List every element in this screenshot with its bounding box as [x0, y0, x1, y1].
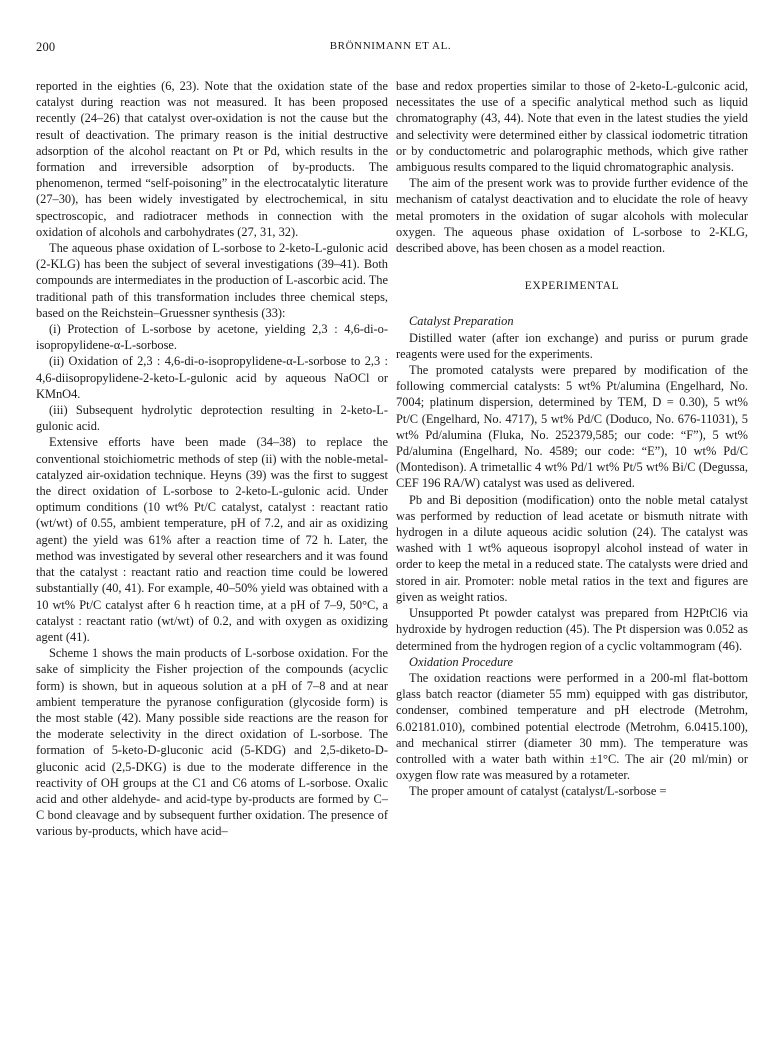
- subsection-heading: Catalyst Preparation: [409, 314, 514, 329]
- right-column: [396, 78, 748, 800]
- paragraph: The aim of the present work was to provide further evidence of the mechanism of catalyst deactivation and to elucidate the role of heavy metal promoters in the oxidation of sugar alcohols with molecular oxygen. The aqueous phase oxidation of L-sorbose to 2-KLG, described above, has been chosen as a model reaction.: [396, 176, 748, 256]
- paragraph: (ii) Oxidation of 2,3 : 4,6-di-o-isopropylidene-α-L-sorbose to 2,3 : 4,6-diisopropylidene-2-keto-L-gulonic acid by aqueous NaOCl or KMnO4.: [36, 354, 388, 401]
- paragraph: base and redox properties similar to those of 2-keto-L-gulconic acid, necessitates the use of a specific analytical method such as liquid chromatography (43, 44). Note that even in the latest studies the yield and selectivity were determined either by classical iodometric titration or by conductometric and polarographic methods, which give rather ambiguous results compared to the liquid chromatographic analysis.: [396, 79, 748, 175]
- paragraph: Scheme 1 shows the main products of L-sorbose oxidation. For the sake of simplicity the Fisher projection of the compounds (acyclic form) is shown, but in aqueous solution at a pH of 7–8 and at near ambient temperature the pyranose configuration (glycoside form) is the most stable (42). Many possible side reactions are the reason for the moderate selectivity in the direct oxidation of L-sorbose. The formation of 5-keto-D-gluconic acid (5-KDG) and 2,5-diketo-D-gluconic acid (2,5-DKG) is due to the moderate difference in the reactivity of OH groups at the C1 and C6 atoms of L-sorbose. Oxalic acid and other aldehyde- and acid-type by-products are formed by C–C bond cleavage and by subsequent further oxidation. The presence of various by-products, which have acid–: [36, 646, 388, 839]
- paragraph: The oxidation reactions were performed in a 200-ml flat-bottom glass batch reactor (diameter 55 mm) equipped with gas distributor, condenser, combined temperature and pH electrode (Metrohm, 6.02181.010), combined potential electrode (Metrohm, 6.0415.100), and mechanical stirrer (diameter 30 mm). The temperature was controlled with a water bath within ±1°C. The air (20 ml/min) or oxygen flow rate was measured by a rotameter.: [396, 670, 748, 783]
- running-head: BRÖNNIMANN ET AL.: [329, 40, 452, 52]
- paragraph: (i) Protection of L-sorbose by acetone, yielding 2,3 : 4,6-di-o-isopropylidene-α-L-sorbose.: [36, 322, 388, 353]
- paragraph: (iii) Subsequent hydrolytic deprotection resulting in 2-keto-L-gulonic acid.: [36, 403, 388, 434]
- page-number: 200: [36, 40, 56, 54]
- paragraph: Distilled water (after ion exchange) and puriss or purum grade reagents were used for the experiments.: [396, 330, 748, 361]
- subsection-heading: Oxidation Procedure: [409, 654, 514, 669]
- page-header: [36, 40, 745, 60]
- paragraph: The aqueous phase oxidation of L-sorbose to 2-keto-L-gulonic acid (2-KLG) has been the subject of several investigations (39–41). Both compounds are intermediates in the production of L-ascorbic acid. The traditional path of this transformation includes three chemical steps, based on the Reichstein–Gruessner synthesis (33):: [36, 241, 388, 320]
- section-heading: EXPERIMENTAL: [524, 280, 620, 293]
- paragraph: Unsupported Pt powder catalyst was prepared from H2PtCl6 via hydroxide by hydrogen reduction (45). The Pt dispersion was 0.052 as determined from the hydrogen region of a cyclic voltammogram (46).: [396, 606, 748, 653]
- paragraph: reported in the eighties (6, 23). Note that the oxidation state of the catalyst during reaction was not measured. It has been proposed recently (24–26) that catalyst over-oxidation is not the cause but the result of deactivation. The primary reason is the initial destructive adsorption of the alcohol reactant on Pt or Pd, which results in the formation and irreversible adsorption of by-products. The phenomenon, termed “self-poisoning” in the electrocatalytic literature (27–30), has been widely investigated by electrochemical, in situ spectroscopic, and radiotracer methods in connection with the oxidation of alcohols and carbohydrates (27, 31, 32).: [36, 79, 388, 239]
- paragraph: The promoted catalysts were prepared by modification of the following commercial catalysts: 5 wt% Pt/alumina (Engelhard, No. 7004; platinum dispersion, determined by TEM, D = 0.30), 5 wt% Pt/C (Engelhard, No. 4717), 5 wt% Pd/C (Doduco, No. 676-11031), 5 wt% Pd/alumina (Fluka, No. 252379,585; our code: “F”), 5 wt% Pd/alumina (Engelhard, No. 4589; our code: “E”), 10 wt% Pd/C (Montedison). A trimetallic 4 wt% Pd/1 wt% Pt/5 wt% Bi/C (Degussa, CEF 196 RA/W) catalyst was used as delivered.: [396, 363, 748, 491]
- paragraph: Pb and Bi deposition (modification) onto the noble metal catalyst was performed by reduction of lead acetate or bismuth nitrate with hydrogen in a dilute aqueous acidic solution (24). The catalyst was washed with 1 wt% aqueous isopropyl alcohol instead of water in order to keep the metal in a reduced state. The catalysts were dried and stored in air. Promoter: noble metal ratios in the text and figures are given as weight ratios.: [396, 492, 748, 604]
- paragraph: Extensive efforts have been made (34–38) to replace the conventional stoichiometric methods of step (ii) with the noble-metal-catalyzed air-oxidation technique. Heyns (39) was the first to suggest the direct oxidation of L-sorbose to 2-keto-L-gulonic acid. Under optimum conditions (10 wt% Pt/C catalyst, catalyst : reactant ratio (wt/wt) of 0.55, ambient temperature, pH of 7.2, and air as oxidizing agent) the yield was 61% after a reaction time of 72 h. Later, the method was investigated by several other researchers and it was found that the catalyst : reactant ratio and reaction time could be lowered substantially (40, 41). For example, 40–50% yield was obtained with a 10 wt% Pt/C catalyst after 6 h reaction time, at a pH of 7–9, 50°C, a catalyst : reactant ratio (wt/wt) of 0.2, and with oxygen as oxidizing agent (41).: [36, 435, 388, 644]
- left-column: [36, 78, 388, 840]
- paragraph: The proper amount of catalyst (catalyst/L-sorbose =: [409, 784, 667, 799]
